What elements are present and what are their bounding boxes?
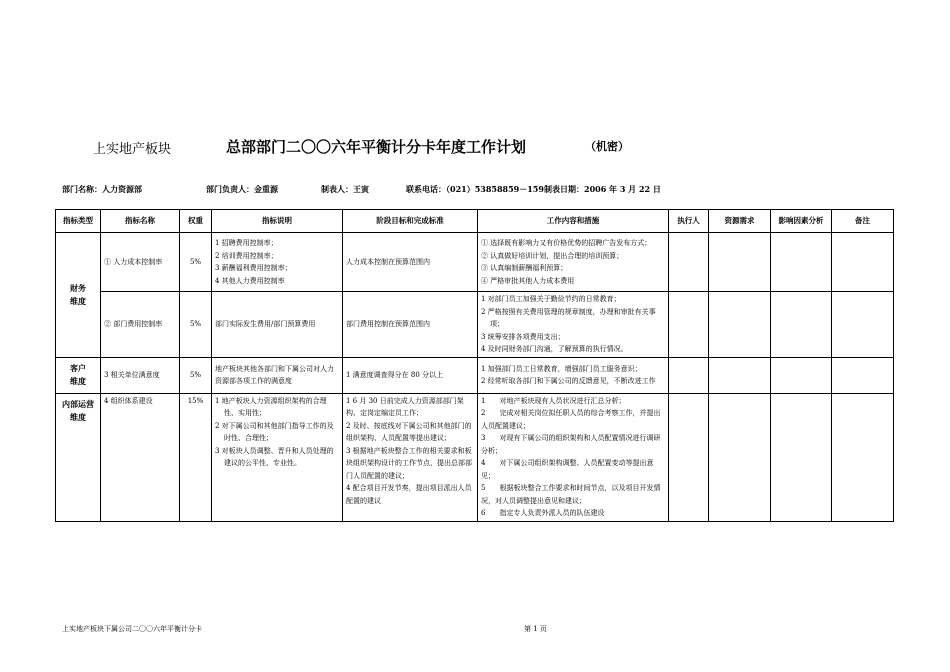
indicator-name-cell: ② 部门费用控制率 <box>101 292 180 358</box>
executor-cell <box>669 292 709 358</box>
col-header-weight: 权重 <box>180 210 212 233</box>
weight-cell: 5% <box>180 357 212 393</box>
remarks-cell <box>832 393 894 521</box>
table-row <box>56 357 894 393</box>
measures-cell <box>478 292 669 358</box>
table-header-row <box>56 210 894 233</box>
remarks-cell <box>832 233 894 292</box>
executor-cell <box>669 357 709 393</box>
description-cell <box>212 292 343 358</box>
remarks-cell <box>832 292 894 358</box>
col-header-measures: 工作内容和措施 <box>478 210 669 233</box>
description-line: 地产板块其他各部门和下属公司对人力资源部各项工作的满意度 <box>215 364 334 385</box>
meta-phone: 联系电话：（021）53858859－159 <box>406 184 544 194</box>
measure-line: 2 经常听取各部门和下属公司的反馈意见，不断改进工作 <box>481 377 656 385</box>
description-line: 3 薪酬福利费用控制率； <box>215 264 292 272</box>
goal-cell <box>343 233 478 292</box>
measures-cell <box>478 357 669 393</box>
description-line: 1 招聘费用控制率； <box>215 239 278 247</box>
description-line: 4 其他人力费用控制率 <box>215 276 285 285</box>
weight-cell: 15% <box>180 393 212 521</box>
measure-line: ① 选择既有影响力又有价格优势的招聘广告发布方式； <box>481 239 652 247</box>
page-title: 总部部门二〇〇六年平衡计分卡年度工作计划 <box>226 138 527 156</box>
weight-cell: 5% <box>180 233 212 292</box>
indicator-name-cell: ① 人力成本控制率 <box>101 233 180 292</box>
col-header-name: 指标名称 <box>101 210 180 233</box>
goal-line: 部门费用控制在预算范围内 <box>346 320 430 328</box>
footer-document-name: 上实地产板块下属公司二〇〇六年平衡计分卡 <box>62 625 202 633</box>
goal-line: 2 及时、按底线对下属公司和其他部门的组织架构、人员配置等提出建议； <box>346 421 472 442</box>
resources-cell <box>709 233 771 292</box>
goal-line: 1 6 月 30 日前完成人力资源部部门架构、定岗定编定员工作； <box>346 396 464 417</box>
meta-department-head: 部门负责人：金重源 <box>206 184 278 194</box>
description-line: 1 地产板块人力资源组织架构的合理性、实用性； <box>215 396 327 417</box>
factors-cell <box>771 357 832 393</box>
measure-line: 2 完成对相关岗位拟任职人员的综合考察工作，并提出人员配置建议； <box>481 409 661 430</box>
col-header-remarks: 备注 <box>832 210 894 233</box>
indicator-name-cell: 4 组织体系建设 <box>101 393 180 521</box>
measures-cell <box>478 393 669 521</box>
description-line: 2 对下属公司和其他部门指导工作的及时性、合理性； <box>215 421 334 442</box>
measure-line: 4 及时同财务部门沟通，了解预算的执行情况。 <box>481 345 628 353</box>
goal-cell <box>343 357 478 393</box>
description-line: 部门实际发生费用/部门预算费用 <box>215 320 316 328</box>
measure-line: 4 对下属公司组织架构调整、人员配置变动等提出意见； <box>481 459 654 480</box>
goal-cell <box>343 292 478 358</box>
resources-cell <box>709 393 771 521</box>
category-cell <box>56 233 101 358</box>
category-cell <box>56 357 101 393</box>
measure-line: 1 加强部门员工日常教育，增强部门员工服务意识； <box>481 364 642 373</box>
goal-line: 人力成本控制在预算范围内 <box>346 257 430 266</box>
description-cell <box>212 233 343 292</box>
description-cell <box>212 393 343 521</box>
factors-cell <box>771 393 832 521</box>
measure-line: ③ 认真编制薪酬福利预算； <box>481 264 568 272</box>
plan-table <box>55 209 894 522</box>
weight-cell: 5% <box>180 292 212 358</box>
category-cell <box>56 393 101 521</box>
remarks-cell <box>832 357 894 393</box>
measure-line: 2 严格按照有关费用管理的规章制度，办理和审批有关事项； <box>481 307 656 328</box>
indicator-name-cell: 3 相关单位满意度 <box>101 357 180 393</box>
footer-page-number: 第 1 页 <box>524 625 547 633</box>
table-row <box>56 233 894 292</box>
col-header-description: 指标说明 <box>212 210 343 233</box>
confidential-mark: （机密） <box>585 140 629 153</box>
measures-cell <box>478 233 669 292</box>
resources-cell <box>709 292 771 358</box>
measure-line: 6 指定专人负责外派人员的队伍建设 <box>481 509 605 517</box>
factors-cell <box>771 233 832 292</box>
col-header-resources: 资源需求 <box>709 210 771 233</box>
col-header-category: 指标类型 <box>56 210 101 233</box>
meta-date: 制表日期：2006 年 3 月 22 日 <box>544 184 661 194</box>
description-line: 2 培训费用控制率； <box>215 251 278 260</box>
col-header-executor: 执行人 <box>669 210 709 233</box>
measure-line: 1 对部门员工加强关于勤俭节约的日常教育； <box>481 295 621 303</box>
meta-department: 部门名称：人力资源部 <box>62 184 142 194</box>
measure-line: ② 认真做好培训计划，提出合理的培训预算； <box>481 251 624 260</box>
factors-cell <box>771 292 832 358</box>
category-label: 内部运营 维度 <box>62 398 94 422</box>
col-header-factors: 影响因素分析 <box>771 210 832 233</box>
category-label: 财务 维度 <box>70 282 86 306</box>
measure-line: 1 对地产板块现有人员状况进行汇总分析； <box>481 396 626 405</box>
resources-cell <box>709 357 771 393</box>
goal-cell <box>343 393 478 521</box>
measure-line: 5 根据板块整合工作要求和时间节点，以及项目开发情况，对人员调整提出意见和建议； <box>481 484 661 505</box>
company-name: 上实地产板块 <box>93 142 172 157</box>
goal-line: 4 配合项目开发节奏，提出项目派出人员配置的建议 <box>346 484 472 505</box>
measure-line: 3 统筹安排各项费用支出； <box>481 332 565 341</box>
category-label: 客户 维度 <box>70 363 86 386</box>
measure-line: 3 对现有下属公司的组织架构和人员配置情况进行调研分析； <box>481 434 661 455</box>
table-row <box>56 292 894 358</box>
meta-author: 制表人：王寅 <box>321 184 369 194</box>
executor-cell <box>669 393 709 521</box>
col-header-goal: 阶段目标和完成标准 <box>343 210 478 233</box>
description-line: 3 对板块人员调整、晋升和人员处理的建议的公平性、专业性。 <box>215 446 334 467</box>
executor-cell <box>669 233 709 292</box>
measure-line: ④ 严格审批其他人力成本费用 <box>481 276 575 285</box>
table-row <box>56 393 894 521</box>
goal-line: 1 满意度调查得分在 80 分以上 <box>346 370 444 379</box>
description-cell <box>212 357 343 393</box>
goal-line: 3 根据地产板块整合工作的相关要求和板块组织架构设计的工作节点，提出总部部门人员配置的建议； <box>346 446 472 480</box>
